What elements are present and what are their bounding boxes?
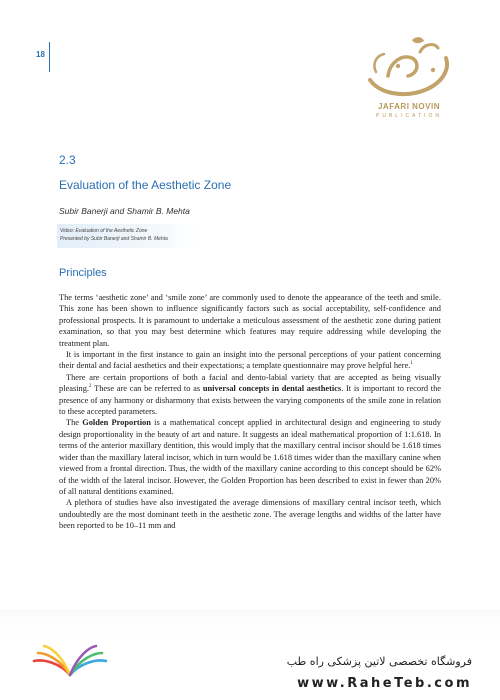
paragraph — [59, 292, 441, 349]
video-title: Video: Evaluation of the Aesthetic Zone — [60, 228, 148, 234]
publisher-tagline: PUBLICATION — [376, 113, 442, 119]
body-text — [59, 292, 441, 532]
section-number: 2.3 — [59, 153, 76, 167]
paragraph-text: These are can be referred to as — [91, 384, 203, 394]
paragraph-text: The — [66, 418, 83, 428]
paragraph — [59, 372, 441, 418]
citation-ref: 1 — [410, 361, 413, 367]
paragraph — [59, 497, 441, 531]
store-url[interactable]: www.RaheTeb.com — [297, 676, 472, 691]
video-info-box — [57, 224, 197, 248]
open-book-rainbow-icon — [30, 641, 110, 679]
publisher-logo — [350, 32, 468, 122]
chapter-authors: Subir Banerji and Shamir B. Mehta — [59, 206, 190, 216]
paragraph — [59, 349, 441, 372]
paragraph-text: . It is important to record the presence of any harmony or disharmony that exists between the varying components of the smile zone in relation to these accepted parameters. — [59, 384, 441, 417]
paragraph-text: is a mathematical concept applied in architectural design and engineering to study design proportionality in the beauty of art and nature. It suggests an ideal mathematical proportion of 1:1.618. In terms of the anterior maxillary dentition, this would imply that the maxillary central incisor should be 1.618 times wider than the maxillary lateral incisor, which in turn would be 1.618 times wider than the maxillary canine when viewed from a frontal direction. Thus, the width of the maxillary canine according to this concept should be 62% of the width of the lateral incisor. However, the Golden Proportion has been described to exist in fewer than 20% of all natural dentitions examined. — [59, 418, 441, 496]
store-name: فروشگاه تخصصی لاتین پزشکی راه طب — [286, 655, 472, 668]
paragraph-text: A plethora of studies have also investigated the average dimensions of maxillary central incisor teeth, which undoubtedly are the most dominant teeth in the aesthetic zone. The average lengths and widths of the latter have been reported to be 10–11 mm and — [59, 498, 441, 531]
paragraph-text: The terms ‘aesthetic zone’ and ‘smile zone’ are commonly used to denote the appearance of the teeth and smile. This zone has been shown to influence significantly factors such as social acceptability, self-confidence and professional prospects. It is paramount to undertake a meticulous assessment of the aesthetic zone during patient examination, so that you may best determine which features may require addressing while developing the treatment plan. — [59, 293, 441, 348]
publisher-name: JAFARI NOVIN — [377, 102, 440, 111]
video-presenters: Presented by Subir Banerji and Shamir B. Mehta — [60, 236, 168, 242]
page-number: 18 — [36, 50, 45, 59]
publisher-emblem-icon — [350, 32, 468, 102]
paragraph — [59, 417, 441, 497]
paragraph-text: It is important in the first instance to gain an insight into the personal perceptions of your patient concerning their dental and facial aesthetics and their expectations; a template questionnaire may prove helpful here. — [59, 350, 441, 371]
section-heading: Principles — [59, 267, 107, 279]
paragraph-text: There are certain proportions of both a facial and dento-labial variety that are accepted as being visually pleasing. — [59, 372, 441, 394]
chapter-title: Evaluation of the Aesthetic Zone — [59, 178, 232, 192]
bold-term: universal concepts in dental aesthetics — [202, 384, 342, 394]
citation-ref: 2 — [89, 384, 92, 390]
page-number-rule — [49, 42, 50, 72]
bold-term: Golden Proportion — [82, 418, 151, 428]
